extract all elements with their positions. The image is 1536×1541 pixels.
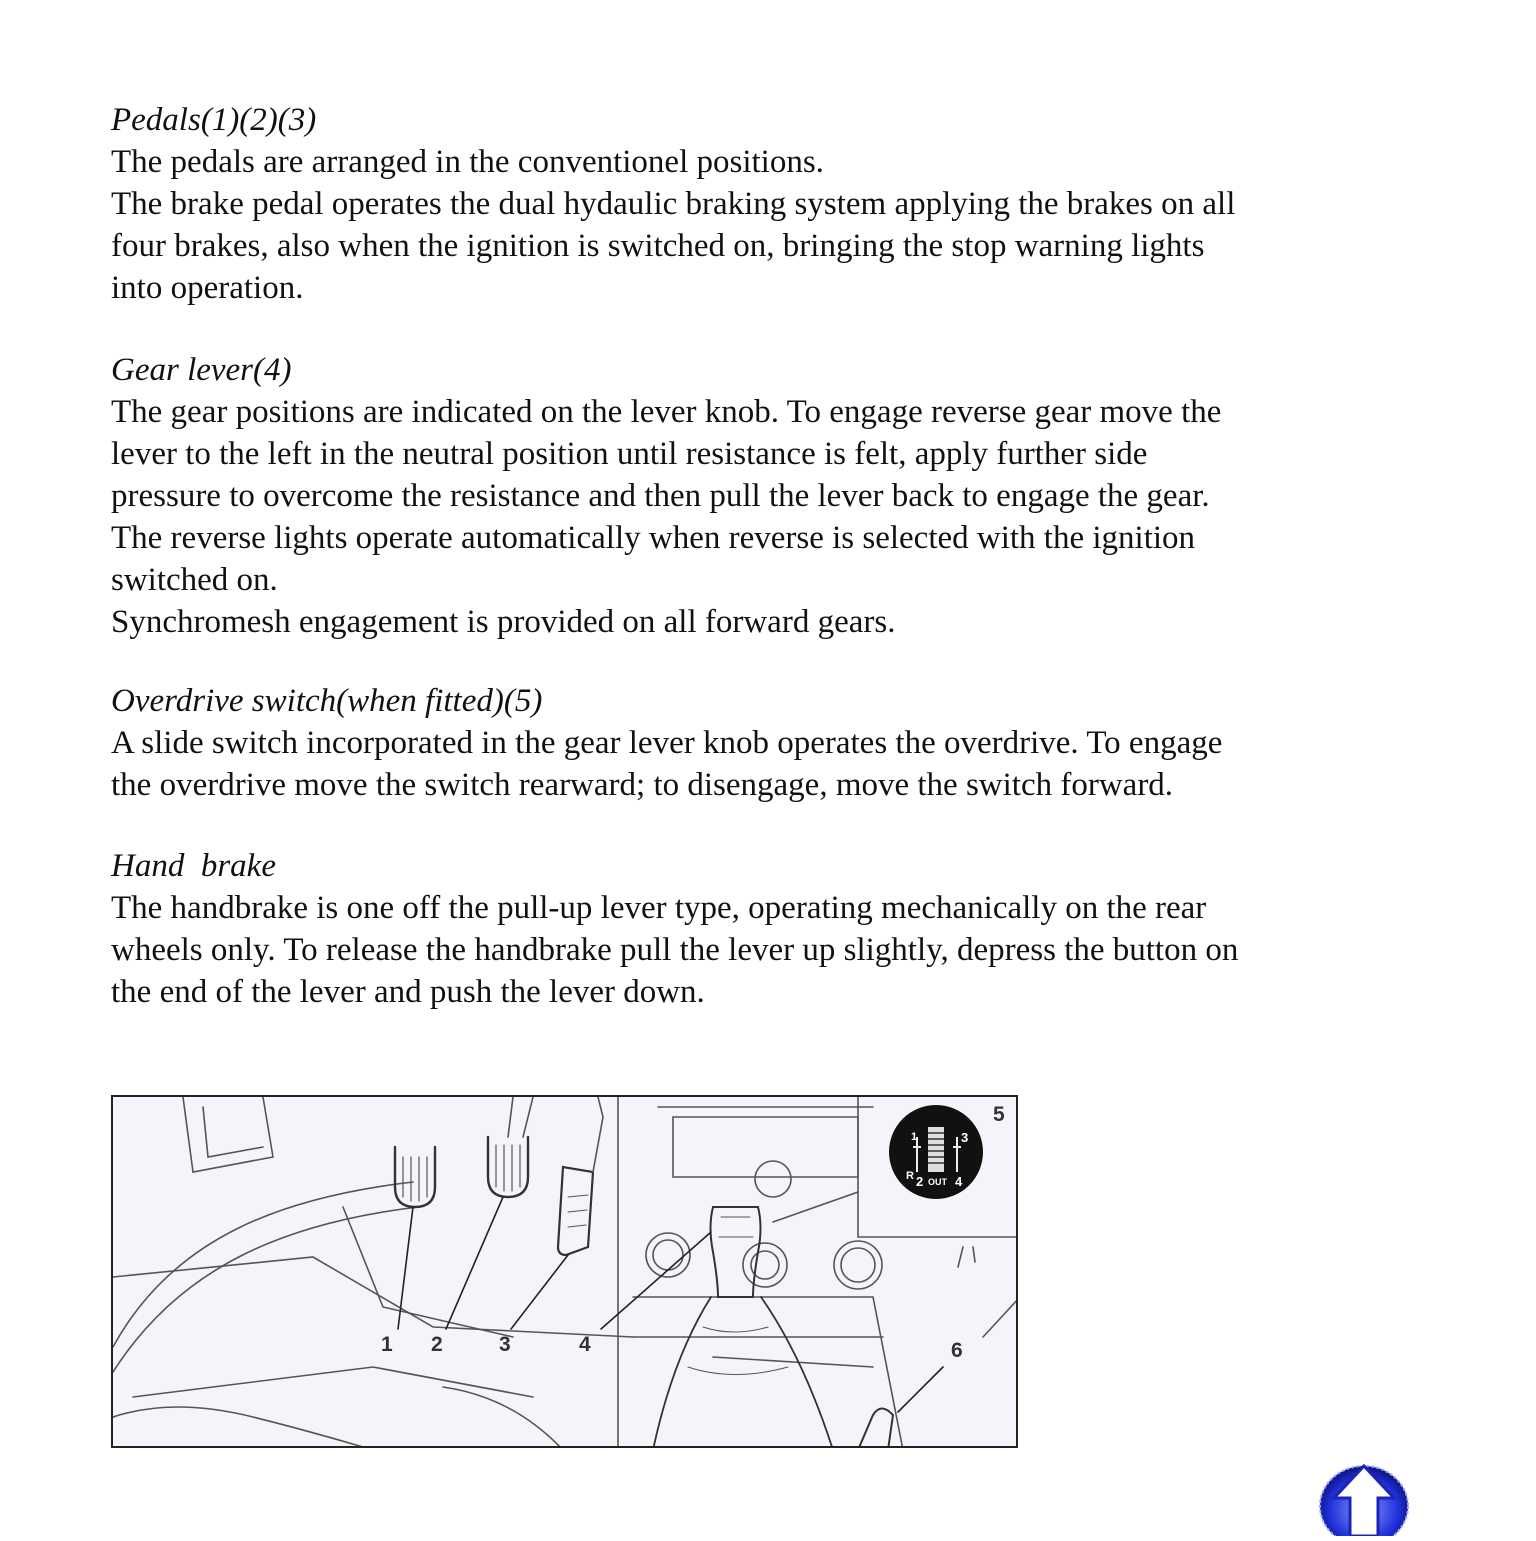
body-line: into operation. bbox=[111, 270, 304, 306]
pedal-2-shape bbox=[488, 1137, 528, 1197]
body-line: The gear positions are indicated on the lever knob. To engage reverse gear move the bbox=[111, 394, 1222, 430]
section-hand-brake bbox=[111, 845, 1431, 1013]
body-line: Synchromesh engagement is provided on all forward gears. bbox=[111, 604, 896, 640]
section-heading: Hand brake bbox=[111, 848, 276, 884]
callout-3: 3 bbox=[499, 1333, 511, 1356]
console-outline bbox=[713, 1357, 873, 1367]
section-heading: Overdrive switch(when fitted)(5) bbox=[111, 683, 543, 719]
section-overdrive-switch bbox=[111, 680, 1431, 806]
body-line: lever to the left in the neutral position until resistance is felt, apply further side bbox=[111, 436, 1148, 472]
callout-5: 5 bbox=[993, 1103, 1005, 1126]
body-line: four brakes, also when the ignition is switched on, bringing the stop warning lights bbox=[111, 228, 1205, 264]
body-line: switched on. bbox=[111, 562, 278, 598]
gear-knob-shape bbox=[711, 1207, 761, 1297]
section-body bbox=[111, 391, 1431, 643]
body-line: the overdrive move the switch rearward; to disengage, move the switch forward. bbox=[111, 767, 1174, 803]
handbrake-lever-shape bbox=[858, 1409, 893, 1449]
body-line: A slide switch incorporated in the gear lever knob operates the overdrive. To engage bbox=[111, 725, 1223, 761]
knob-label-1: 1 bbox=[911, 1131, 918, 1143]
body-line: The handbrake is one off the pull-up lever type, operating mechanically on the rear bbox=[111, 890, 1207, 926]
section-gear-lever bbox=[111, 349, 1431, 643]
console-outline bbox=[633, 1297, 903, 1448]
mg-badge bbox=[755, 1161, 791, 1197]
section-body bbox=[111, 887, 1431, 1013]
steering-wheel-outline bbox=[113, 1182, 413, 1347]
knob-label-out: OUT bbox=[928, 1177, 947, 1187]
section-pedals bbox=[111, 99, 1431, 309]
leader-line-6 bbox=[898, 1367, 943, 1412]
callout-2: 2 bbox=[431, 1333, 443, 1356]
dashboard-outline bbox=[183, 1097, 273, 1172]
floor-outline bbox=[343, 1207, 513, 1337]
controls-line-drawing bbox=[113, 1097, 1018, 1448]
body-line: The pedals are arranged in the conventionel positions. bbox=[111, 144, 824, 180]
section-body bbox=[111, 722, 1431, 806]
body-line: wheels only. To release the handbrake pull the lever up slightly, depress the button on bbox=[111, 932, 1239, 968]
knob-label-2: 2 bbox=[916, 1174, 924, 1189]
inset-frame bbox=[773, 1097, 858, 1222]
knob-label-3: 3 bbox=[961, 1130, 969, 1145]
controls-illustration bbox=[111, 1095, 1018, 1448]
section-body bbox=[111, 141, 1431, 309]
knob-label-r: R bbox=[906, 1170, 914, 1182]
body-line: pressure to overcome the resistance and then pull the lever back to engage the gear. bbox=[111, 478, 1210, 514]
leader-line-3 bbox=[511, 1255, 568, 1329]
console-outline bbox=[673, 1117, 858, 1177]
callout-1: 1 bbox=[381, 1333, 393, 1356]
seat-outline bbox=[113, 1407, 373, 1448]
callout-6: 6 bbox=[951, 1339, 963, 1362]
steering-wheel-outline bbox=[113, 1207, 418, 1372]
section-heading: Gear lever(4) bbox=[111, 352, 292, 388]
gauge-center bbox=[743, 1243, 787, 1287]
body-line: The reverse lights operate automatically when reverse is selected with the ignition bbox=[111, 520, 1196, 556]
up-arrow-icon bbox=[1316, 1458, 1412, 1536]
floor-outline bbox=[113, 1257, 633, 1337]
body-line: The brake pedal operates the dual hydaulic braking system applying the brakes on all bbox=[111, 186, 1236, 222]
gear-gaiter-shape bbox=[653, 1297, 833, 1448]
leader-line-2 bbox=[446, 1197, 503, 1329]
callout-4: 4 bbox=[579, 1333, 591, 1356]
pedal-1-shape bbox=[395, 1147, 435, 1207]
body-line: the end of the lever and push the lever down. bbox=[111, 974, 705, 1010]
floor-outline bbox=[133, 1367, 533, 1397]
knob-label-4: 4 bbox=[955, 1174, 963, 1189]
section-heading: Pedals(1)(2)(3) bbox=[111, 102, 317, 138]
up-arrow-button[interactable] bbox=[1316, 1458, 1412, 1536]
dashboard-outline bbox=[203, 1107, 263, 1157]
